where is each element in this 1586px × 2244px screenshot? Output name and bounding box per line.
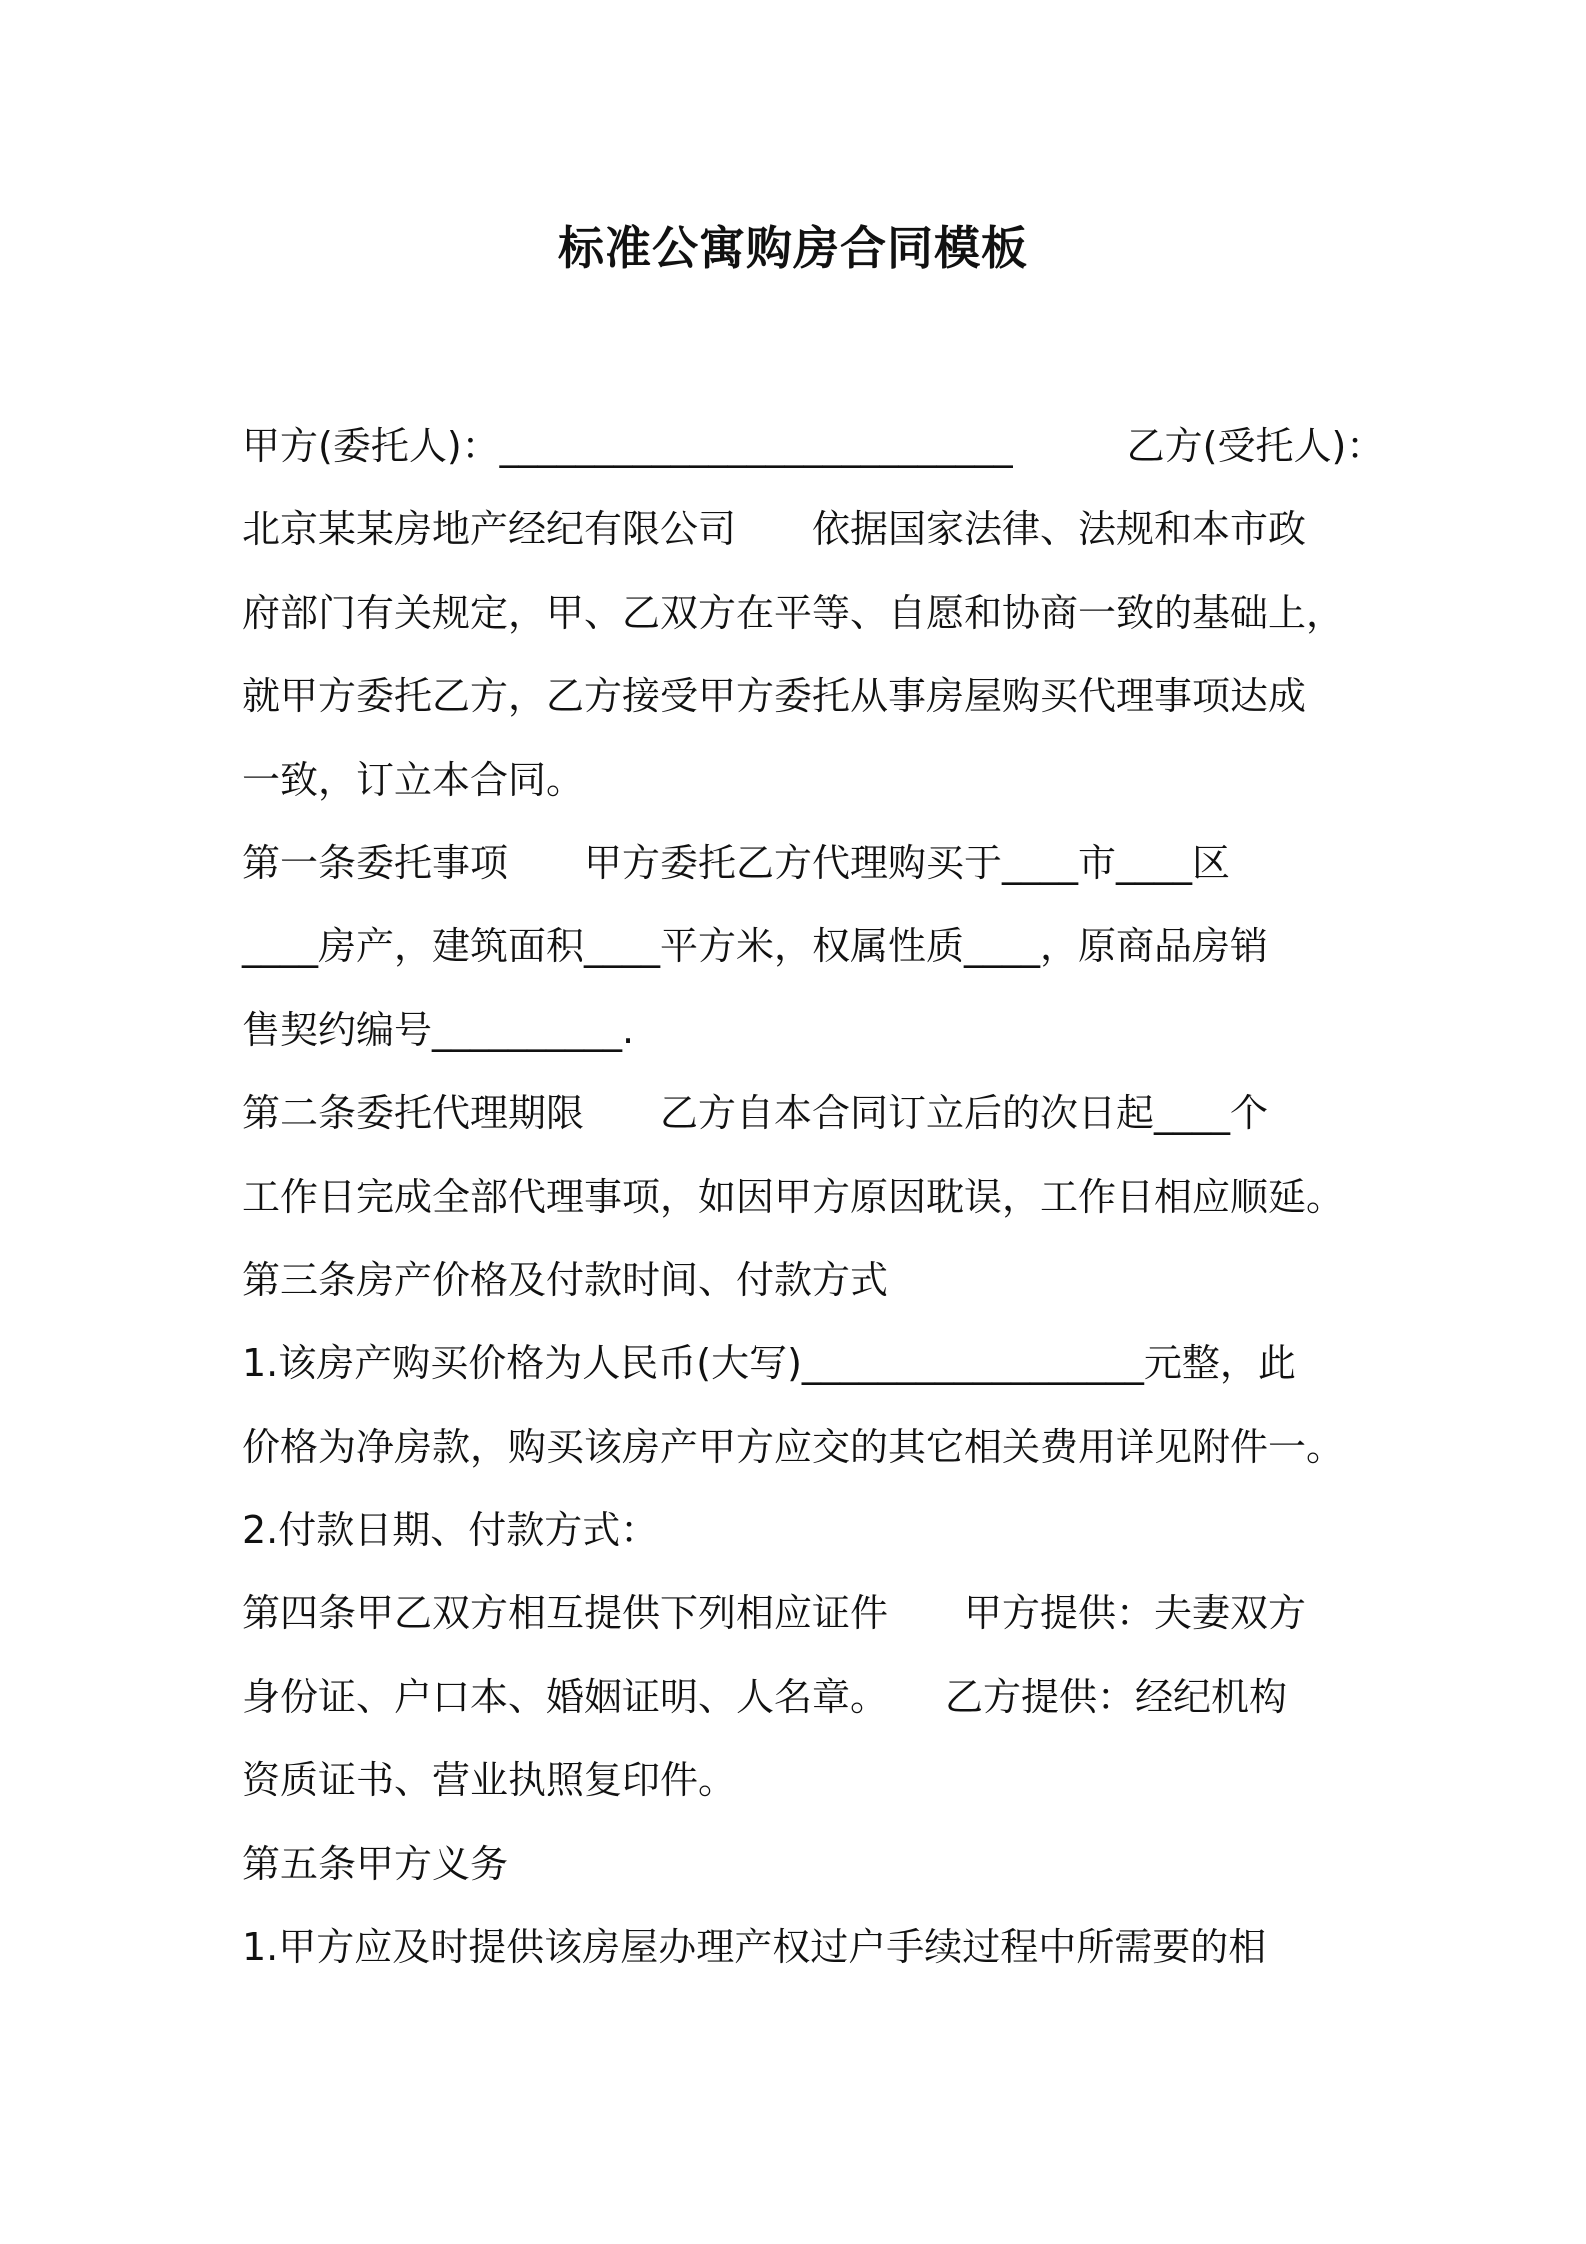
contract-body (242, 405, 1392, 1989)
article-3-price-note: 价格为净房款，购买该房产甲方应交的其它相关费用详见附件一。 (242, 1424, 1345, 1469)
article-5-heading: 第五条甲方义务 (242, 1841, 509, 1886)
article-4-documents: 身份证、户口本、婚姻证明、人名章。 乙方提供：经纪机构 (242, 1674, 1288, 1719)
article-1-heading: 第一条委托事项 甲方委托乙方代理购买于____市____区 (242, 840, 1231, 885)
article-4-documents-continued: 资质证书、营业执照复印件。 (242, 1758, 737, 1803)
article-1-property: ____房产，建筑面积____平方米，权属性质____，原商品房销 (242, 924, 1269, 969)
article-2-workdays: 工作日完成全部代理事项，如因甲方原因耽误，工作日相应顺延。 (242, 1174, 1345, 1219)
line-agency-name-basis: 北京某某房地产经纪有限公司 依据国家法律、法规和本市政 (242, 507, 1307, 552)
line-conclusion: 一致，订立本合同。 (242, 757, 585, 802)
article-2-heading: 第二条委托代理期限 乙方自本合同订立后的次日起____个 (242, 1091, 1269, 1136)
article-4-heading: 第四条甲乙双方相互提供下列相应证件 甲方提供：夫妻双方 (242, 1591, 1307, 1636)
article-1-contract-number: 售契约编号__________. (242, 1007, 635, 1052)
article-5-item-1: 1.甲方应及时提供该房屋办理产权过户手续过程中所需要的相 (242, 1925, 1267, 1970)
line-entrustment: 就甲方委托乙方，乙方接受甲方委托从事房屋购买代理事项达成 (242, 674, 1307, 719)
article-3-heading: 第三条房产价格及付款时间、付款方式 (242, 1257, 889, 1302)
article-3-payment: 2.付款日期、付款方式： (242, 1508, 659, 1553)
article-3-price: 1.该房产购买价格为人民币(大写)__________________元整，此 (242, 1341, 1296, 1386)
line-party-a-party-b: 甲方(委托人)：___________________________ 乙方(受托人)： (242, 424, 1385, 468)
line-basis-continued: 府部门有关规定，甲、乙双方在平等、自愿和协商一致的基础上， (242, 590, 1345, 635)
document-title: 标准公寓购房合同模板 (558, 221, 1028, 275)
